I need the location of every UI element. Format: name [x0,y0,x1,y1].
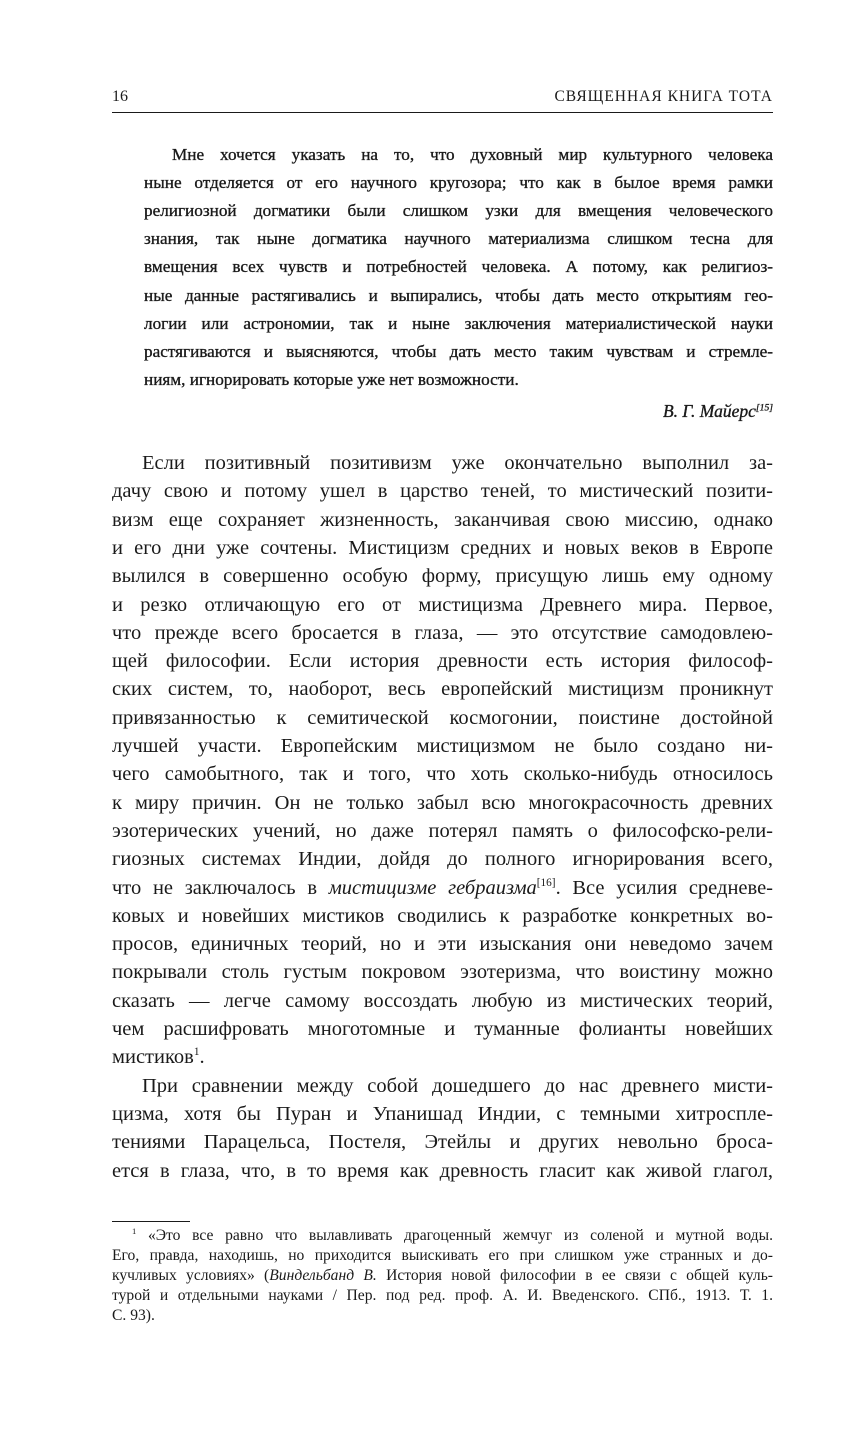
text-line: цизма, хотя бы Пуран и Упанишад Индии, с темными хитроспле- [112,1102,773,1125]
reference-mark: 1 [193,1046,200,1059]
text-line: Мне хочется указать на то, что духовный мир культурного человека [172,145,773,164]
text-line: просов, единичных теорий, но и эти изыскания они неведомо зачем [112,933,773,956]
text-segment: «Это все равно что вылавливать драгоценный жемчуг из соленой и мутной воды. [136,1227,773,1244]
page-number: 16 [112,88,128,105]
text-line: покрывали столь густым покровом эзотеризма, что воистину можно [112,961,773,984]
text-line: Если позитивный позитивизм уже окончательно выполнил за- [142,452,773,474]
text-line: ковых и новейших мистиков сводились к разработке конкретных во- [112,904,773,927]
text-line [132,1227,773,1245]
text-line: вмещения всех чувств и потребностей человека. А потому, как религиоз- [144,257,773,277]
text-line: гиозных системах Индии, дойдя до полного игнорирования всего, [112,848,773,871]
text-line [112,877,773,900]
text-line: ется в глаза, что, в то время как древность гласит как живой глагол, [112,1159,773,1182]
text-segment: мистиков [112,1046,194,1069]
footnote-rule [112,1221,190,1222]
text-line: дачу свою и потому ушел в царство теней, то мистический позити- [112,480,773,503]
text-line: логии или астрономии, так и ныне заключения материалистической науки [144,313,773,333]
running-title: СВЯЩЕННАЯ КНИГА ТОТА [554,88,773,105]
text-line [112,1046,773,1069]
text-line: чем расшифровать многотомные и туманные фолианты новейших [112,1018,773,1040]
text-line: лучшей участи. Европейским мистицизмом не было создано ни- [112,735,773,757]
attribution-author: В. Г. Майерс [662,401,756,421]
text-line: знания, так ныне догматика научного материализма слишком тесна для [144,229,773,249]
text-line: Его, правда, находишь, но приходится выискивать его при слишком уже странных и до- [112,1247,773,1264]
text-line: тениями Парацельса, Постеля, Этейлы и других невольно броса- [112,1131,773,1154]
italic-text: мистицизме гебраизма [328,876,537,899]
text-line: растягиваются и выясняются, чтобы дать место таким чувствам и стремле- [144,341,773,361]
text-line: ских систем, то, наоборот, весь европейский мистицизм проникнут [112,678,773,701]
text-line: эзотерических учений, но даже потерял память о философско-рели- [112,819,773,842]
text-line: вылился в совершенно особую форму, присущую лишь ему одному [112,565,773,588]
text-line: что прежде всего бросается в глаза, — это отсутствие самодовлею- [112,621,773,644]
text-line: ные данные растягивались и выпирались, чтобы дать место открытиям гео- [144,285,773,305]
text-line: религиозной догматики были слишком узки для вмещения человеческого [144,201,773,221]
text-line: привязанностью к семитической космогонии, поистине достойной [112,706,773,729]
text-line [112,1267,773,1285]
text-segment: . Все усилия средневе- [555,876,773,899]
text-segment: . [199,1046,205,1069]
reference-mark: 1 [132,1226,137,1236]
reference-mark: [16] [536,876,556,889]
text-line: ныне отделяется от его научного кругозора; что как в былое время рамки [144,173,773,193]
text-line: и его дни уже сочтены. Мистицизм средних и новых веков в Европе [112,536,773,559]
header-rule [112,112,773,113]
text-line: визм еще сохраняет жизненность, заканчивая свою миссию, однако [112,508,773,531]
text-line: чего самобытного, так и того, что хоть сколько-нибудь относилось [112,763,773,786]
text-line: щей философии. Если история древности есть история философ- [112,650,773,673]
italic-text: Виндельбанд В. [269,1267,377,1284]
text-line: турой и отдельными науками / Пер. под ред. проф. А. И. Введенского. СПб., 1913. Т. 1. [112,1287,773,1304]
text-line: к миру причин. Он не только забыл всю многокрасочность древних [112,791,773,814]
epigraph-attribution [663,401,773,422]
text-line: сказать — легче самому воссоздать любую из мистических теорий, [112,989,773,1012]
text-segment: кучливых условиях» ( [112,1267,270,1284]
text-line: При сравнении между собой дошедшего до нас древнего мисти- [142,1074,773,1097]
attribution-reference: [15] [755,402,773,414]
text-line: и резко отличающую его от мистицизма Древнего мира. Первое, [112,593,773,616]
text-line: С. 93). [112,1307,155,1324]
text-segment: История новой философии в ее связи с общей куль- [376,1267,773,1284]
text-segment: что не заключалось в [112,876,329,899]
text-line: ниям, игнорировать которые уже нет возможности. [144,369,519,389]
